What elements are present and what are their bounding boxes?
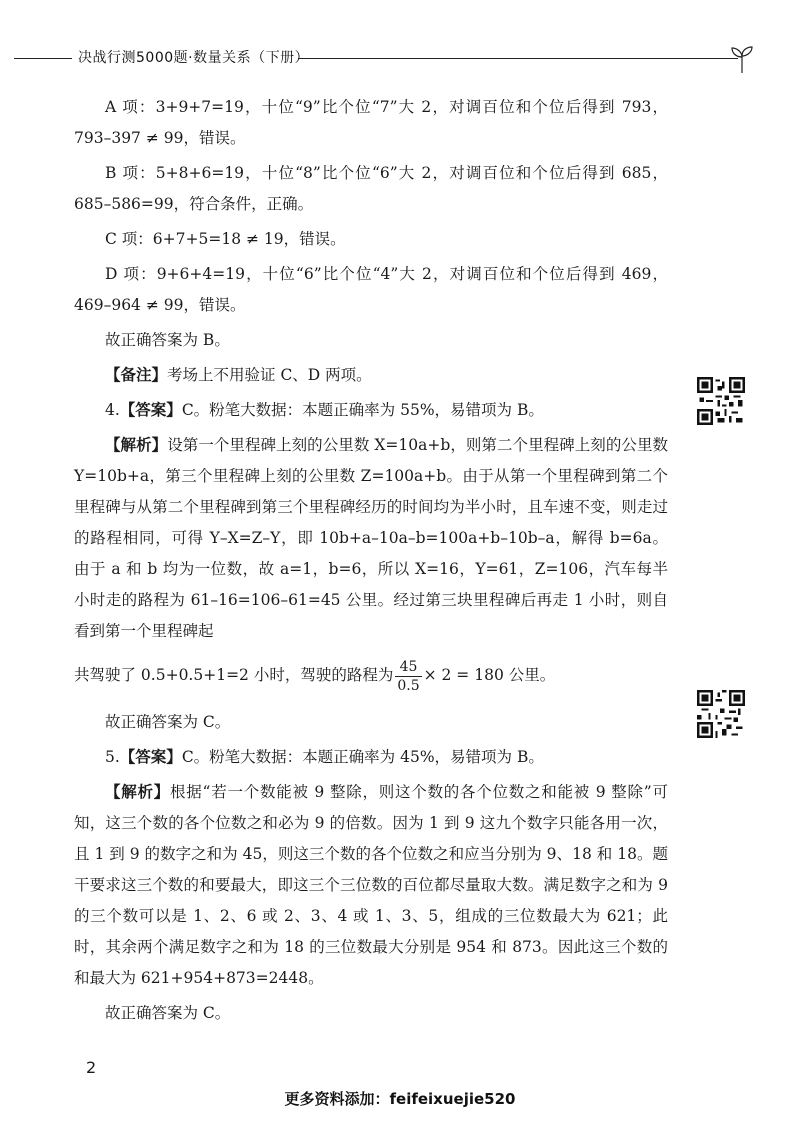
sprout-icon <box>730 44 754 74</box>
note-text: 考场上不用验证 C、D 两项。 <box>167 366 372 384</box>
qr-code-q4-icon[interactable] <box>697 377 745 425</box>
q4-answer-text: C。粉笔大数据：本题正确率为 55%，易错项为 B。 <box>181 401 544 419</box>
q4-fraction-denominator: 0.5 <box>397 677 420 694</box>
q5-analysis-text: 根据“若一个数能被 9 整除，则这个数的各个位数之和能被 9 整除”可知，这三个数的各个位数之和必为 9 的倍数。因为 1 到 9 这九个数字只能各用一次，且 1 到 9 的数字之和为 45，则这三个数的各个位数之和应当分别为 9、18 和 18。题干要求这三个数的和要最大，即这三个三位数的百位都尽量取大数。满足数字之和为 9 的三个数可以是 1、2、6 或 2、3、4 或 1、3、5，组成的三位数最大为 621；此时，其余两个满足数字之和为 18 的三位数最大分别是 954 和 873。因此这三个数的和最大为 621+954+873=2448。 <box>74 783 668 987</box>
q4-conclusion: 故正确答案为 C。 <box>105 713 231 731</box>
q3-conclusion: 故正确答案为 B。 <box>105 331 230 349</box>
header-title: 决战行测5000题·数量关系（下册） <box>78 50 310 66</box>
option-b-paragraph: B 项：5+8+6=19，十位“8”比个位“6”大 2，对调百位和个位后得到 685，685–586=99，符合条件，正确。 <box>74 164 668 213</box>
q5-number: 5. <box>105 748 120 766</box>
q5-analysis <box>74 777 668 994</box>
option-a-paragraph: A 项：3+9+7=19，十位“9”比个位“7”大 2，对调百位和个位后得到 793，793–397 ≠ 99，错误。 <box>74 98 668 147</box>
page-body <box>74 92 668 1033</box>
q4-number: 4. <box>105 401 120 419</box>
option-d-paragraph: D 项：9+6+4=19，十位“6”比个位“4”大 2，对调百位和个位后得到 469，469–964 ≠ 99，错误。 <box>74 265 668 314</box>
q4-analysis <box>74 430 668 647</box>
option-c-paragraph: C 项：6+7+5=18 ≠ 19，错误。 <box>105 230 346 248</box>
q4-analysis-text: 设第一个里程碑上刻的公里数 X=10a+b，则第二个里程碑上刻的公里数 Y=10b+a，第三个里程碑上刻的公里数 Z=100a+b。由于从第一个里程碑到第二个里程碑与从第二个里程碑到第三个里程碑经历的时间均为半小时，且车速不变，则走过的路程相同，可得 Y–X=Z–Y，即 10b+a–10a–b=100a+b–10b–a，解得 b=6a。由于 a 和 b 均为一位数，故 a=1，b=6，所以 X=16，Y=61，Z=106，汽车每半小时走的路程为 61–16=106–61=45 公里。经过第三块里程碑后再走 1 小时，则自看到第一个里程碑起 <box>74 436 668 640</box>
note-paragraph <box>74 360 668 391</box>
qr-code-q5-icon[interactable] <box>697 690 745 738</box>
q4-fraction <box>395 658 421 695</box>
q4-final-after: × 2 = 180 公里。 <box>423 666 556 684</box>
q4-answer <box>74 395 668 426</box>
footer-contact-note: 更多资料添加：feifeixuejie520 <box>284 1090 516 1108</box>
q5-analysis-label: 【解析】 <box>105 783 171 801</box>
q5-conclusion: 故正确答案为 C。 <box>105 1004 231 1022</box>
q4-distance-line <box>74 647 668 703</box>
q5-answer-label: 【答案】 <box>119 748 182 766</box>
q5-answer-text: C。粉笔大数据：本题正确率为 45%，易错项为 B。 <box>181 748 544 766</box>
note-label: 【备注】 <box>105 366 168 384</box>
q4-answer-label: 【答案】 <box>119 401 182 419</box>
q5-answer <box>74 742 668 773</box>
q4-fraction-numerator: 45 <box>395 658 421 677</box>
header-rule-right <box>298 58 738 59</box>
header-rule-left <box>14 58 72 59</box>
page-number: 2 <box>86 1058 97 1077</box>
q4-analysis-label: 【解析】 <box>105 436 168 454</box>
running-header <box>0 44 800 74</box>
q4-final-before: 共驾驶了 0.5+0.5+1=2 小时，驾驶的路程为 <box>74 666 394 684</box>
